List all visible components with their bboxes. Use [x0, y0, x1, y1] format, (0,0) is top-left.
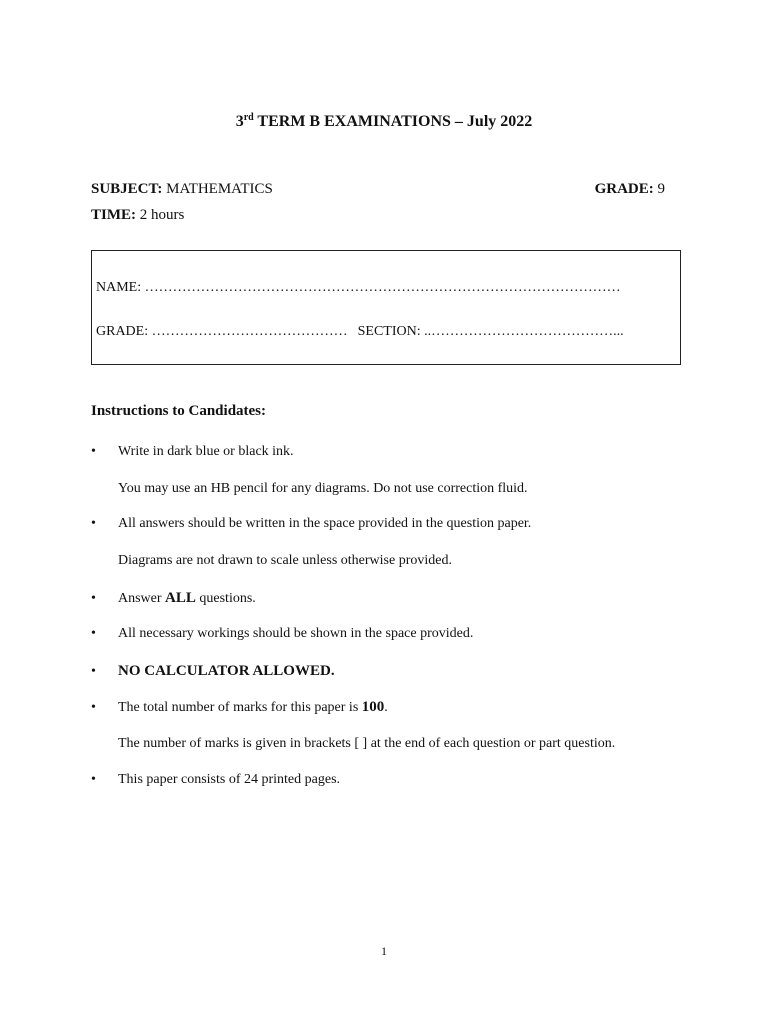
grade-row [595, 181, 665, 198]
instruction-subtext: The number of marks is given in brackets [ ] at the end of each question or part question. [118, 736, 616, 751]
instruction-text: NO CALCULATOR ALLOWED. [118, 663, 335, 679]
instruction-subtext: Diagrams are not drawn to scale unless otherwise provided. [118, 553, 452, 568]
instruction-subtext: You may use an HB pencil for any diagrams. Do not use correction fluid. [118, 481, 528, 496]
title-ordinal-suffix: rd [243, 112, 254, 123]
candidate-grade-field[interactable]: GRADE: …………………………………… [96, 324, 348, 339]
instruction-text: All necessary workings should be shown in the space provided. [118, 626, 474, 641]
page-title [0, 112, 768, 131]
candidate-grade-section-row [96, 324, 624, 340]
title-text: TERM B EXAMINATIONS – July 2022 [253, 113, 533, 130]
page-number: 1 [381, 944, 387, 958]
instruction-text: Write in dark blue or black ink. [118, 444, 294, 459]
bullet-icon: • [91, 772, 96, 787]
bullet-icon: • [91, 700, 96, 715]
subject-label: SUBJECT: [91, 181, 163, 197]
instruction-emphasis: 100 [361, 699, 385, 715]
grade-value: 9 [653, 181, 665, 197]
grade-label: GRADE: [594, 181, 654, 197]
instruction-text: This paper consists of 24 printed pages. [118, 772, 341, 787]
bullet-icon: • [91, 664, 96, 679]
candidate-section-field[interactable]: SECTION: ..…………………………………... [357, 324, 624, 339]
bullet-icon: • [91, 626, 96, 641]
candidate-details-box [91, 250, 681, 365]
time-label: TIME: [91, 207, 136, 223]
instruction-text: The total number of marks for this paper is [118, 700, 362, 715]
time-row [91, 207, 184, 224]
instructions-heading: Instructions to Candidates: [91, 403, 267, 419]
candidate-name-field[interactable]: NAME: ………………………………………………………………………………………… [96, 280, 621, 295]
instruction-item [91, 626, 473, 642]
subject-value: MATHEMATICS [162, 181, 273, 197]
instruction-item [91, 699, 388, 716]
instruction-item [91, 516, 531, 532]
title-ordinal: 3 [235, 113, 244, 130]
instruction-text-end: questions. [195, 591, 256, 606]
instruction-item [91, 590, 256, 607]
instruction-text: Answer [118, 591, 166, 606]
bullet-icon: • [91, 516, 96, 531]
bullet-icon: • [91, 591, 96, 606]
instruction-emphasis: ALL [165, 590, 196, 606]
instruction-text: All answers should be written in the space provided in the question paper. [118, 516, 532, 531]
time-value: 2 hours [136, 207, 185, 223]
instruction-item [91, 772, 340, 788]
instruction-item [91, 663, 335, 680]
instruction-text-end: . [384, 700, 388, 715]
instruction-item [91, 444, 294, 460]
subject-row [91, 181, 273, 198]
bullet-icon: • [91, 444, 96, 459]
